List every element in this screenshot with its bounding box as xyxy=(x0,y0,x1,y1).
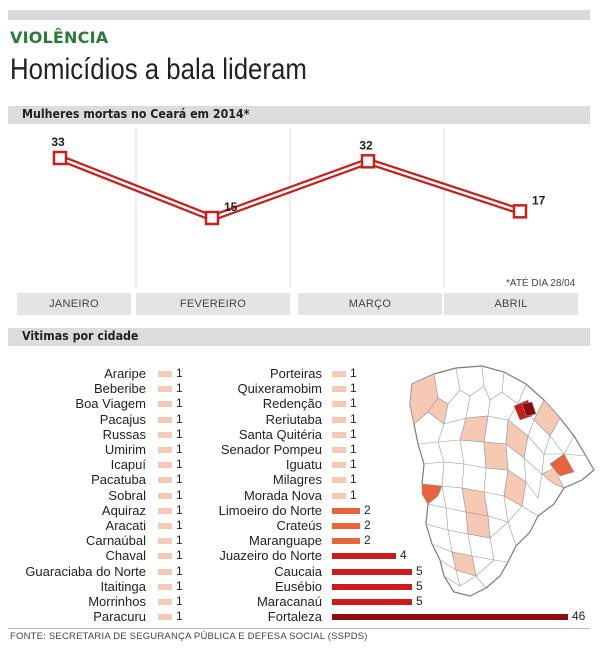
cities-chart-header xyxy=(8,328,590,346)
line-chart-header xyxy=(8,106,590,124)
city-name: Morada Nova xyxy=(243,487,322,503)
city-row xyxy=(0,472,200,487)
city-bar xyxy=(332,599,412,605)
city-name: Itaitinga xyxy=(100,578,146,594)
city-value: 1 xyxy=(350,487,357,502)
city-name: Milagres xyxy=(272,472,322,488)
city-name: Icapuí xyxy=(110,457,146,473)
city-value: 1 xyxy=(176,442,183,456)
chart-note: *ATÉ DIA 28/04 xyxy=(506,278,576,289)
city-row xyxy=(0,381,200,396)
map-region-light xyxy=(466,512,490,538)
city-value: 1 xyxy=(176,609,183,624)
city-value: 4 xyxy=(400,548,407,563)
top-rule xyxy=(8,10,590,20)
city-value: 1 xyxy=(176,381,183,396)
city-bar xyxy=(332,432,346,438)
city-value: 2 xyxy=(364,502,371,517)
city-row xyxy=(0,396,200,411)
data-label: 15 xyxy=(224,200,238,214)
city-value: 1 xyxy=(176,411,183,426)
page-title: Homicídios a bala lideram xyxy=(10,53,307,86)
city-name: Chaval xyxy=(105,548,146,564)
city-bar xyxy=(332,493,346,499)
city-name: Aquiraz xyxy=(101,502,146,518)
city-row xyxy=(0,609,200,624)
city-row xyxy=(0,533,200,548)
city-name: Redenção xyxy=(262,396,322,412)
city-bar xyxy=(332,523,360,529)
city-bar xyxy=(158,523,172,529)
city-value: 1 xyxy=(176,594,183,608)
city-name: Maranguape xyxy=(249,533,322,549)
source-note: FONTE: SECRETARIA DE SEGURANÇA PÚBLICA E DEFESA SOCIAL (SSPDS) xyxy=(10,631,368,642)
city-name: Boa Viagem xyxy=(75,396,146,412)
city-bar xyxy=(158,584,172,590)
month-label: JANEIRO xyxy=(17,293,131,315)
city-value: 46 xyxy=(572,609,586,624)
city-bar xyxy=(158,447,172,453)
city-bar xyxy=(332,462,346,468)
city-name: Beberibe xyxy=(93,381,146,397)
city-bar xyxy=(158,493,172,499)
data-point xyxy=(54,152,66,164)
city-value: 1 xyxy=(350,396,357,411)
city-value: 1 xyxy=(176,426,183,441)
city-bar xyxy=(332,477,346,483)
city-name: Eusébio xyxy=(275,578,322,594)
city-bar xyxy=(332,508,360,514)
cities-chart-title: Vitimas por cidade xyxy=(22,329,139,343)
city-bar xyxy=(158,417,172,423)
city-value: 1 xyxy=(176,518,183,532)
city-bar xyxy=(158,432,172,438)
city-value: 1 xyxy=(176,578,183,593)
city-name: Pacatuba xyxy=(91,472,146,488)
month-label: FEVEREIRO xyxy=(136,293,290,315)
city-name: Limoeiro do Norte xyxy=(218,502,322,518)
data-label: 32 xyxy=(359,138,373,153)
city-bar xyxy=(332,371,346,377)
city-row xyxy=(0,518,200,533)
line-chart xyxy=(0,128,600,288)
city-name: Guaraciaba do Norte xyxy=(25,563,146,579)
city-name: Pacajus xyxy=(99,411,146,427)
city-value: 1 xyxy=(350,381,357,396)
city-bar xyxy=(332,401,346,407)
city-bar xyxy=(158,569,172,575)
city-row xyxy=(0,412,200,427)
city-value: 1 xyxy=(176,472,183,487)
city-value: 5 xyxy=(416,563,423,578)
city-bar xyxy=(158,386,172,392)
city-value: 1 xyxy=(350,457,357,472)
month-label: MARÇO xyxy=(298,293,442,315)
city-bar xyxy=(332,569,412,575)
city-bar xyxy=(332,447,346,453)
data-label: 17 xyxy=(532,193,546,208)
map-region-light xyxy=(484,442,508,470)
city-bar xyxy=(158,599,172,605)
footer-rule xyxy=(8,628,590,629)
city-bar xyxy=(158,401,172,407)
city-name: Umirim xyxy=(104,442,146,457)
city-name: Maracanaú xyxy=(256,594,322,609)
city-value: 1 xyxy=(350,366,357,380)
ceara-map xyxy=(404,364,600,600)
city-bar xyxy=(158,614,172,620)
city-value: 2 xyxy=(364,533,371,548)
city-value: 1 xyxy=(176,366,183,380)
city-value: 1 xyxy=(350,411,357,426)
city-value: 1 xyxy=(176,457,183,472)
data-label: 33 xyxy=(51,135,65,149)
city-bar xyxy=(158,508,172,514)
city-bar xyxy=(332,538,360,544)
city-name: Crateús xyxy=(276,518,322,533)
city-value: 1 xyxy=(350,426,357,441)
city-bar xyxy=(332,584,412,590)
city-value: 1 xyxy=(176,548,183,563)
city-name: Iguatu xyxy=(285,457,322,473)
city-name: Juazeiro do Norte xyxy=(219,548,322,564)
data-point xyxy=(514,205,526,217)
city-bar xyxy=(158,538,172,544)
city-row xyxy=(0,366,200,381)
city-bar xyxy=(332,386,346,392)
city-value: 1 xyxy=(176,533,183,548)
city-row xyxy=(0,503,200,518)
city-name: Porteiras xyxy=(269,366,322,381)
city-name: Araripe xyxy=(104,366,146,381)
data-point xyxy=(362,155,374,167)
city-bar xyxy=(332,614,568,620)
city-value: 2 xyxy=(364,518,371,532)
month-label: ABRIL xyxy=(444,293,578,315)
city-name: Reriutaba xyxy=(265,411,322,427)
city-row xyxy=(0,488,200,503)
city-value: 1 xyxy=(350,472,357,487)
city-bar xyxy=(332,417,346,423)
city-bar xyxy=(158,477,172,483)
city-name: Fortaleza xyxy=(267,609,322,625)
city-row xyxy=(0,579,200,594)
city-value: 5 xyxy=(416,578,423,593)
city-row xyxy=(200,609,600,624)
city-bar xyxy=(158,462,172,468)
city-name: Aracati xyxy=(105,518,146,533)
city-row xyxy=(0,594,200,609)
city-value: 1 xyxy=(176,487,183,502)
city-name: Paracuru xyxy=(93,609,146,625)
city-name: Morrinhos xyxy=(88,594,146,609)
city-row xyxy=(0,548,200,563)
city-name: Carnaúbal xyxy=(86,533,146,549)
city-value: 1 xyxy=(350,442,357,456)
section-label: VIOLÊNCIA xyxy=(10,28,109,47)
city-value: 5 xyxy=(416,594,423,608)
city-bar xyxy=(332,553,396,559)
city-value: 1 xyxy=(176,502,183,517)
city-row xyxy=(0,427,200,442)
city-row xyxy=(0,442,200,457)
city-name: Santa Quitéria xyxy=(238,426,322,442)
city-name: Sobral xyxy=(108,487,146,503)
city-bar xyxy=(158,553,172,559)
city-value: 1 xyxy=(176,563,183,578)
city-name: Caucaia xyxy=(274,563,322,579)
city-name: Quixeramobim xyxy=(237,381,322,397)
city-row xyxy=(0,457,200,472)
city-value: 1 xyxy=(176,396,183,411)
data-point xyxy=(206,212,218,224)
city-name: Russas xyxy=(102,426,146,442)
city-name: Senador Pompeu xyxy=(220,442,322,457)
city-row xyxy=(0,564,200,579)
city-bar xyxy=(158,371,172,377)
line-chart-title: Mulheres mortas no Ceará em 2014* xyxy=(22,107,250,121)
